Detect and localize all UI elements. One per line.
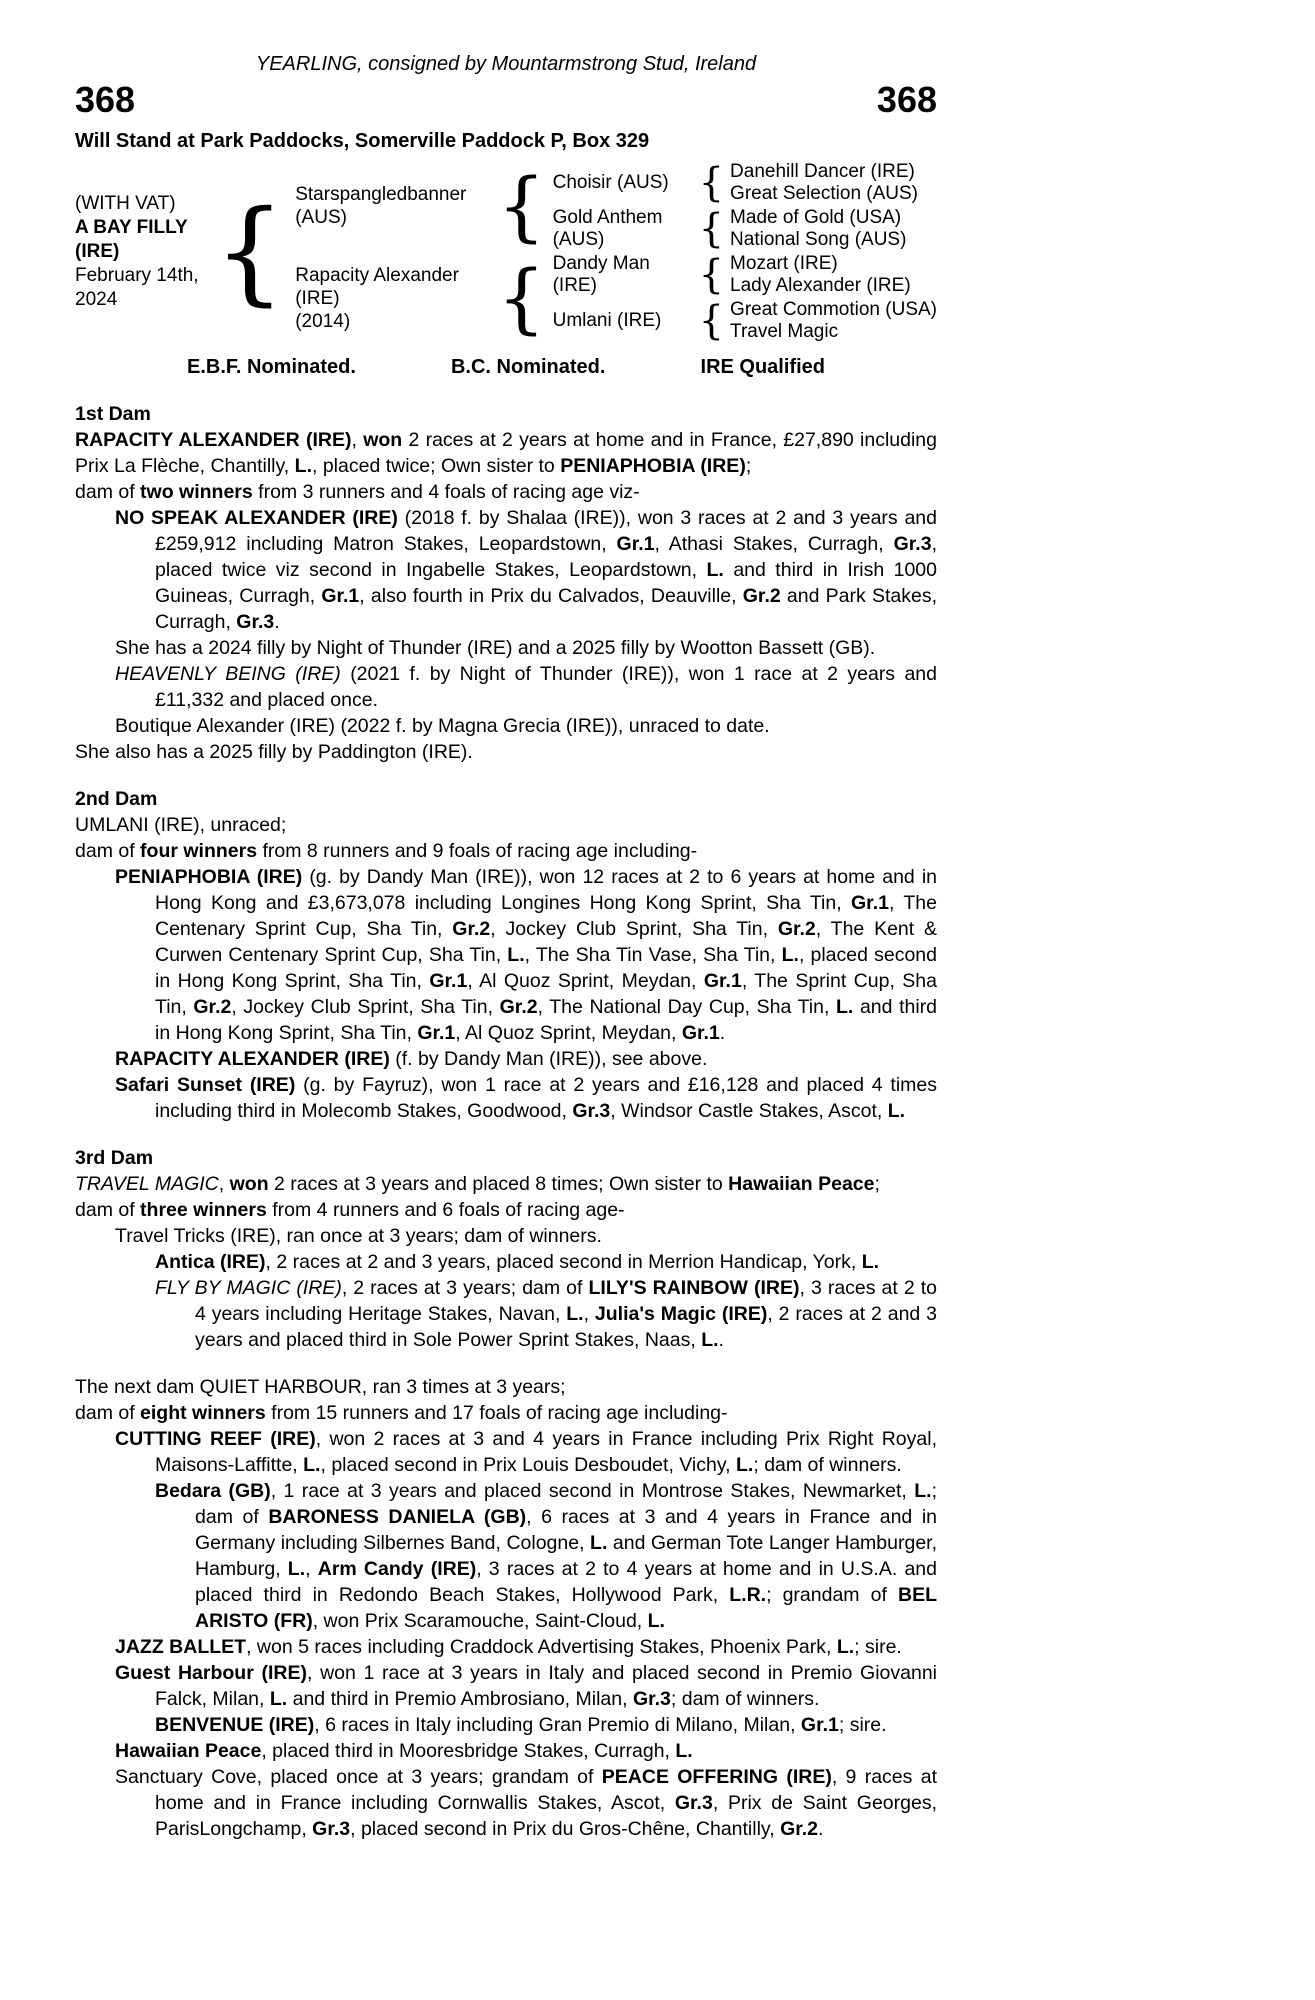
nominations-row xyxy=(75,354,937,380)
great-grandparent-name: Travel Magic xyxy=(730,321,839,342)
pedigree-paragraph: Sanctuary Cove, placed once at 3 years; grandam of PEACE OFFERING (IRE), 9 races at home and in France including Cornwallis Stakes, Ascot, Gr.3, Prix de Saint Georges, ParisLongchamp, Gr.3, placed second in Prix du Gros-Chêne, Chantilly, Gr.2. xyxy=(115,1766,937,1840)
pedigree-paragraph: Antica (IRE), 2 races at 2 and 3 years, placed second in Merrion Handicap, York, L. xyxy=(155,1251,880,1273)
stand-location-line: Will Stand at Park Paddocks, Somerville Paddock P, Box 329 xyxy=(75,130,650,152)
dam-section xyxy=(75,786,937,1124)
dam-of-dam-name: Umlani (IRE) xyxy=(552,310,662,331)
dam-name-line1: Rapacity Alexander (IRE) xyxy=(295,264,459,309)
section-heading: 1st Dam xyxy=(75,403,151,425)
pedigree-paragraph: UMLANI (IRE), unraced; xyxy=(75,814,287,836)
grandparent-unit xyxy=(549,252,937,298)
pedigree-paragraph: dam of four winners from 8 runners and 9 foals of racing age including- xyxy=(75,840,698,862)
grandparent-unit xyxy=(549,206,918,252)
great-grandparent-name: Lady Alexander (IRE) xyxy=(730,275,911,296)
pedigree-paragraph: dam of two winners from 3 runners and 4 foals of racing age viz- xyxy=(75,481,640,503)
ebf-nominated-label: E.B.F. Nominated. xyxy=(187,356,356,378)
pedigree-paragraph: Hawaiian Peace, placed third in Mooresbridge Stakes, Curragh, L. xyxy=(115,1740,693,1762)
dam-name xyxy=(289,264,494,333)
pedigree-generation-2 xyxy=(289,160,937,344)
dam-grandparents xyxy=(549,252,937,344)
great-grandparent-name: Great Commotion (USA) xyxy=(730,299,937,320)
pedigree-paragraph: She also has a 2025 filly by Paddington (IRE). xyxy=(75,741,473,763)
pedigree-brace-main: { xyxy=(213,187,286,317)
pedigree-paragraph: BENVENUE (IRE), 6 races in Italy including Gran Premio di Milano, Milan, Gr.1; sire. xyxy=(155,1714,887,1736)
pedigree-brace: { xyxy=(698,206,725,252)
ire-qualified-label: IRE Qualified xyxy=(700,356,825,378)
pedigree-paragraph: RAPACITY ALEXANDER (IRE), won 2 races at 2 years at home and in France, £27,890 including Prix La Flèche, Chantilly, L., placed twice; Own sister to PENIAPHOBIA (IRE); xyxy=(75,429,937,477)
pedigree-paragraph: HEAVENLY BEING (IRE) (2021 f. by Night of Thunder (IRE)), won 1 race at 2 years and £11,332 and placed once. xyxy=(115,663,937,711)
subject-name: A BAY FILLY (IRE) xyxy=(75,217,188,262)
grandparent-unit xyxy=(549,298,937,344)
page-content xyxy=(75,0,937,1842)
dam-section xyxy=(75,401,937,765)
great-grandparent-name: Made of Gold (USA) xyxy=(730,207,902,228)
great-grandparent-name: Danehill Dancer (IRE) xyxy=(730,161,915,182)
pedigree-paragraph: dam of eight winners from 15 runners and 17 foals of racing age including- xyxy=(75,1402,728,1424)
pedigree-paragraph: Bedara (GB), 1 race at 3 years and placed second in Montrose Stakes, Newmarket, L.; dam of BARONESS DANIELA (GB), 6 races at 3 and 4 years in France and in Germany including Silbernes Band, Cologne, L. and German Tote Langer Hamburger, Hamburg, L., Arm Candy (IRE), 3 races at 2 to 4 years at home and in U.S.A. and placed third in Redondo Beach Stakes, Hollywood Park, L.R.; grandam of BEL ARISTO (FR), won Prix Scaramouche, Saint-Cloud, L. xyxy=(155,1480,938,1632)
pedigree-paragraph: RAPACITY ALEXANDER (IRE) (f. by Dandy Man (IRE)), see above. xyxy=(115,1048,708,1070)
pedigree-paragraph: FLY BY MAGIC (IRE), 2 races at 3 years; dam of LILY'S RAINBOW (IRE), 3 races at 2 to 4 years including Heritage Stakes, Navan, L., Julia's Magic (IRE), 2 races at 2 and 3 years and placed third in Sole Power Sprint Stakes, Naas, L.. xyxy=(155,1277,937,1351)
great-grandparent-name: National Song (AUS) xyxy=(730,229,907,250)
sire-name-line2: (AUS) xyxy=(295,207,347,228)
pedigree-paragraph: PENIAPHOBIA (IRE) (g. by Dandy Man (IRE)), won 12 races at 2 to 6 years at home and in Hong Kong and £3,673,078 including Longines Hong Kong Sprint, Sha Tin, Gr.1, The Centenary Sprint Cup, Sha Tin, Gr.2, Jockey Club Sprint, Sha Tin, Gr.2, The Kent & Curwen Centenary Sprint Cup, Sha Tin, L., The Sha Tin Vase, Sha Tin, L., placed second in Hong Kong Sprint, Sha Tin, Gr.1, Al Quoz Sprint, Meydan, Gr.1, The Sprint Cup, Sha Tin, Gr.2, Jockey Club Sprint, Sha Tin, Gr.2, The National Day Cup, Sha Tin, L. and third in Hong Kong Sprint, Sha Tin, Gr.1, Al Quoz Sprint, Meydan, Gr.1. xyxy=(115,866,938,1044)
dam-of-sire-name: Gold Anthem (AUS) xyxy=(552,207,663,250)
great-grandparent-name: Mozart (IRE) xyxy=(730,253,838,274)
sire-branch xyxy=(289,160,937,252)
subject-block xyxy=(75,192,210,312)
section-heading: 3rd Dam xyxy=(75,1147,154,1169)
pedigree-paragraph: She has a 2024 filly by Night of Thunder (IRE) and a 2025 filly by Wootton Bassett (GB). xyxy=(115,637,876,659)
pedigree-brace: { xyxy=(698,252,725,298)
lot-number-row xyxy=(75,79,937,121)
dam-section xyxy=(75,1374,937,1842)
grandparent-unit xyxy=(549,160,918,206)
dam-branch xyxy=(289,252,937,344)
pedigree-paragraph: Safari Sunset (IRE) (g. by Fayruz), won 1 race at 2 years and £16,128 and placed 4 times including third in Molecomb Stakes, Goodwood, Gr.3, Windsor Castle Stakes, Ascot, L. xyxy=(115,1074,937,1122)
pedigree-table xyxy=(75,160,937,344)
sire-name-line1: Starspangledbanner xyxy=(295,184,467,205)
vat-note: (WITH VAT) xyxy=(75,193,176,214)
pedigree-brace: { xyxy=(698,298,725,344)
pedigree-paragraph: JAZZ BALLET, won 5 races including Craddock Advertising Stakes, Phoenix Park, L.; sire. xyxy=(115,1636,902,1658)
dam-section xyxy=(75,1145,937,1353)
pedigree-paragraph: Travel Tricks (IRE), ran once at 3 years; dam of winners. xyxy=(115,1225,602,1247)
sire-of-dam-name: Dandy Man (IRE) xyxy=(552,253,650,296)
pedigree-paragraph: Guest Harbour (IRE), won 1 race at 3 years in Italy and placed second in Premio Giovanni Falck, Milan, L. and third in Premio Ambrosiano, Milan, Gr.3; dam of winners. xyxy=(115,1662,937,1710)
great-grandparent-pair xyxy=(726,161,918,205)
lot-number-right: 368 xyxy=(876,79,937,120)
great-grandparent-pair xyxy=(726,299,937,343)
pedigree-paragraph: TRAVEL MAGIC, won 2 races at 3 years and placed 8 times; Own sister to Hawaiian Peace; xyxy=(75,1173,880,1195)
pedigree-brace-sire: { xyxy=(497,161,546,250)
sire-of-sire-name: Choisir (AUS) xyxy=(552,172,669,193)
sire-name xyxy=(289,183,494,229)
great-grandparent-pair xyxy=(726,207,906,251)
pedigree-paragraph: Boutique Alexander (IRE) (2022 f. by Magna Grecia (IRE)), unraced to date. xyxy=(115,715,770,737)
pedigree-paragraph: dam of three winners from 4 runners and 6 foals of racing age- xyxy=(75,1199,625,1221)
bc-nominated-label: B.C. Nominated. xyxy=(450,356,606,378)
pedigree-paragraph: The next dam QUIET HARBOUR, ran 3 times at 3 years; xyxy=(75,1376,566,1398)
consignor-line: YEARLING, consigned by Mountarmstrong Stud, Ireland xyxy=(255,53,757,75)
pedigree-paragraph: CUTTING REEF (IRE), won 2 races at 3 and 4 years in France including Prix Right Royal, Maisons-Laffitte, L., placed second in Prix Louis Desboudet, Vichy, L.; dam of winners. xyxy=(115,1428,937,1476)
dam-sections xyxy=(75,401,937,1842)
great-grandparent-name: Great Selection (AUS) xyxy=(730,183,919,204)
dam-name-line2: (2014) xyxy=(295,310,351,332)
great-grandparent-pair xyxy=(726,253,911,297)
pedigree-brace: { xyxy=(698,160,725,206)
lot-number-left: 368 xyxy=(75,79,136,120)
subject-foaling-date: February 14th, 2024 xyxy=(75,265,199,310)
section-heading: 2nd Dam xyxy=(75,788,158,810)
pedigree-paragraph: NO SPEAK ALEXANDER (IRE) (2018 f. by Shalaa (IRE)), won 3 races at 2 and 3 years and £259,912 including Matron Stakes, Leopardstown, Gr.1, Athasi Stakes, Curragh, Gr.3, placed twice viz second in Ingabelle Stakes, Leopardstown, L. and third in Irish 1000 Guineas, Curragh, Gr.1, also fourth in Prix du Calvados, Deauville, Gr.2 and Park Stakes, Curragh, Gr.3. xyxy=(115,507,937,633)
sire-grandparents xyxy=(549,160,918,252)
pedigree-brace-dam: { xyxy=(497,253,546,342)
